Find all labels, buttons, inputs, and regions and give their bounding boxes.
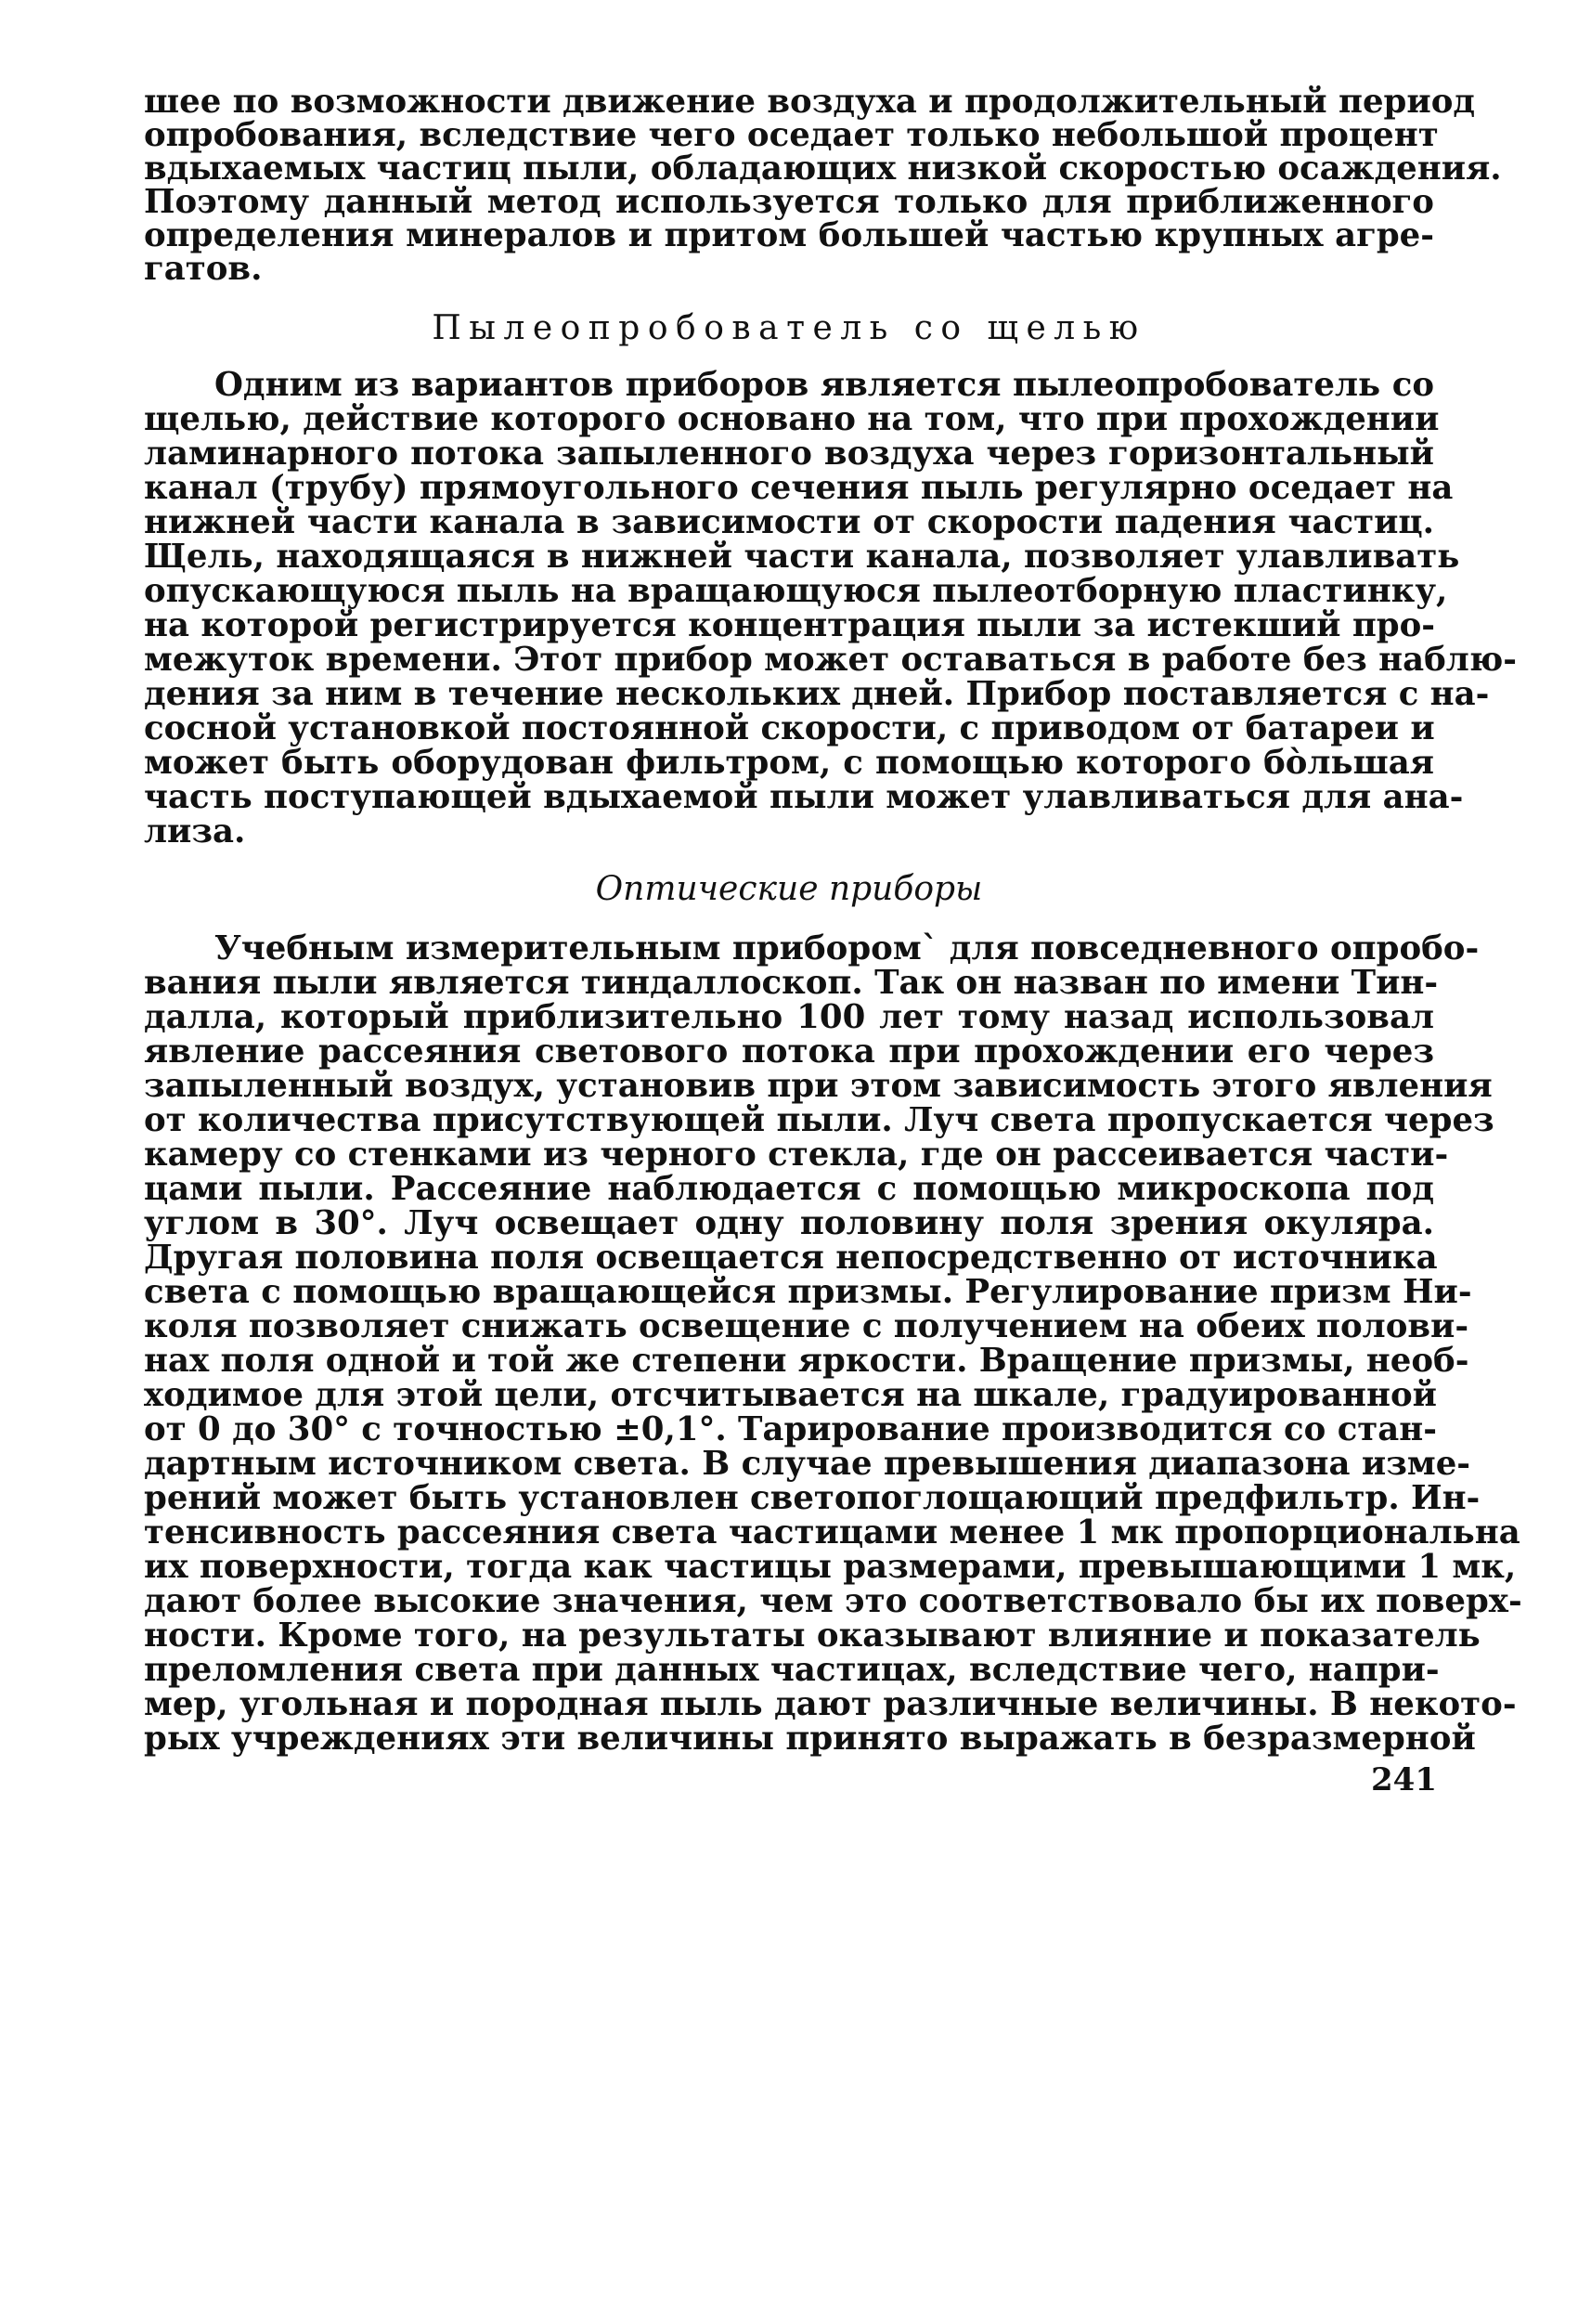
text-line: определения минералов и притом большей частью крупных агре-	[144, 216, 1434, 254]
text-line: цами пыли. Рассеяние наблюдается с помощью микроскопа под	[144, 1170, 1434, 1208]
text-line: коля позволяет снижать освещение с получением на обеих полови-	[144, 1307, 1469, 1345]
text-line: рых учреждениях эти величины принято выражать в безразмерной	[144, 1720, 1476, 1758]
text-line: лиза.	[144, 812, 246, 850]
text-line: ходимое для этой цели, отсчитывается на шкале, градуированной	[144, 1376, 1437, 1414]
text-line: опробования, вследствие чего оседает только небольшой процент	[144, 116, 1439, 154]
text-line: ламинарного потока запыленного воздуха через горизонтальный	[144, 435, 1434, 473]
text-line: ности. Кроме того, на результаты оказывают влияние и показатель	[144, 1616, 1481, 1655]
text-line: канал (трубу) прямоугольного сечения пыль регулярно оседает на	[144, 469, 1454, 507]
text-line: рений может быть установлен светопоглощающий предфильтр. Ин-	[144, 1479, 1481, 1517]
text-line: гатов.	[144, 250, 263, 288]
page-number: 241	[1371, 1761, 1437, 1798]
text-line: мер, угольная и породная пыль дают различные величины. В некото-	[144, 1685, 1517, 1723]
text-line: может быть оборудован фильтром, с помощью которого бо̀льшая	[144, 744, 1434, 782]
text-line: Другая половина поля освещается непосредственно от источника	[144, 1239, 1438, 1277]
text-line: опускающуюся пыль на вращающуюся пылеотборную пластинку,	[144, 572, 1448, 610]
text-line: щелью, действие которого основано на том, что при прохождении	[144, 400, 1440, 438]
text-line: света с помощью вращающейся призмы. Регулирование призм Ни-	[144, 1273, 1472, 1311]
text-line: дартным источником света. В случае превышения диапазона изме-	[144, 1445, 1471, 1483]
text-line: сосной установкой постоянной скорости, с приводом от батареи и	[144, 709, 1435, 747]
text-line: дения за ним в течение нескольких дней. Прибор поставляется с на-	[144, 675, 1490, 713]
section-heading-slit-sampler: Пылеопробователь со щелью	[432, 309, 1146, 347]
text-line: от 0 до 30° с точностью ±0,1°. Тарирование производится со стан-	[144, 1410, 1438, 1448]
text-line: Одним из вариантов приборов является пылеопробователь со	[214, 366, 1434, 404]
text-line: тенсивность рассеяния света частицами менее 1 мк пропорциональна	[144, 1513, 1520, 1551]
text-line: камеру со стенками из черного стекла, где он рассеивается части-	[144, 1136, 1449, 1174]
text-line: дают более высокие значения, чем это соответствовало бы их поверх-	[144, 1582, 1522, 1620]
text-line: шее по возможности движение воздуха и продолжительный период	[144, 83, 1476, 121]
text-line: от количества присутствующей пыли. Луч света пропускается через	[144, 1101, 1494, 1139]
text-line: Щель, находящаяся в нижней части канала, позволяет улавливать	[144, 538, 1460, 576]
text-line: Поэтому данный метод используется только для приближенного	[144, 183, 1434, 221]
section-heading-optical-instruments: Оптические приборы	[595, 870, 983, 908]
text-line: вдыхаемых частиц пыли, обладающих низкой скоростью осаждения.	[144, 149, 1502, 188]
text-line: межуток времени. Этот прибор может оставаться в работе без наблю-	[144, 641, 1517, 679]
text-line: их поверхности, тогда как частицы размерами, превышающими 1 мк,	[144, 1548, 1517, 1586]
text-line: преломления света при данных частицах, вследствие чего, напри-	[144, 1651, 1440, 1689]
text-line: Учебным измерительным прибором` для повседневного опробо-	[214, 929, 1480, 967]
text-line: углом в 30°. Луч освещает одну половину поля зрения окуляра.	[144, 1204, 1434, 1242]
text-line: часть поступающей вдыхаемой пыли может улавливаться для ана-	[144, 778, 1464, 816]
text-line: явление рассеяния светового потока при прохождении его через	[144, 1032, 1434, 1071]
text-line: нах поля одной и той же степени яркости. Вращение призмы, необ-	[144, 1342, 1469, 1380]
text-line: нижней части канала в зависимости от скорости падения частиц.	[144, 503, 1434, 541]
text-line: далла, который приблизительно 100 лет тому назад использовал	[144, 998, 1434, 1036]
text-line: вания пыли является тиндаллоскоп. Так он назван по имени Тин-	[144, 964, 1439, 1002]
text-line: на которой регистрируется концентрация пыли за истекший про-	[144, 606, 1436, 644]
text-line: запыленный воздух, установив при этом зависимость этого явления	[144, 1067, 1493, 1105]
